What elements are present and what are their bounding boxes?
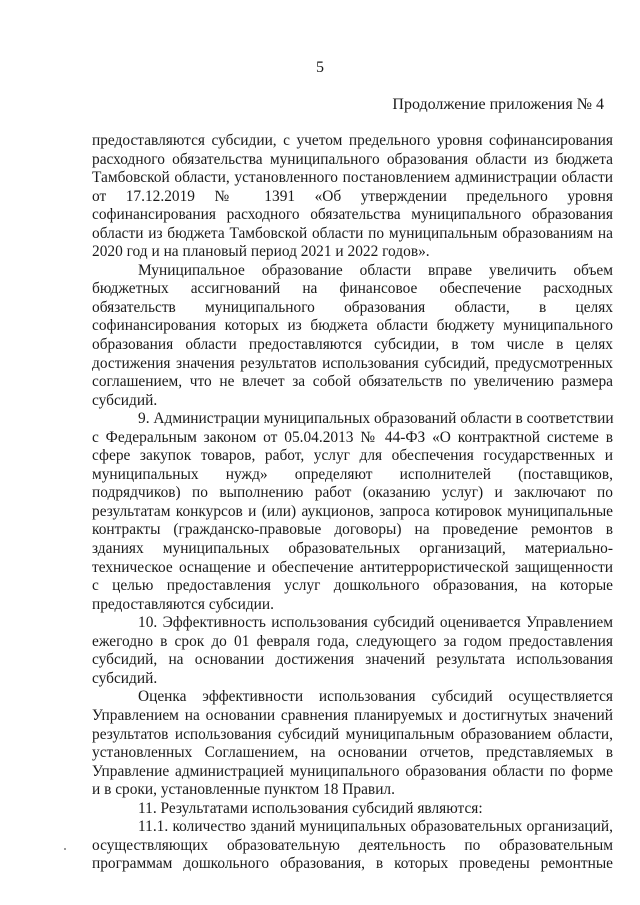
text-line: ежегодно в срок до 01 февраля года, следующего за годом предоставления bbox=[92, 632, 613, 650]
text-line: 9. Администрации муниципальных образований области в соответствии bbox=[138, 410, 614, 428]
text-line: с Федеральным законом от 05.04.2013 № 44-ФЗ «О контрактной системе в bbox=[92, 428, 613, 446]
text-line: обязательств муниципального образования области, в целях bbox=[92, 298, 613, 316]
text-line: программам дошкольного образования, в которых проведены ремонтные bbox=[92, 855, 613, 873]
text-line: образования области предоставляются субсидии, в том числе в целях bbox=[92, 336, 613, 354]
text-line: муниципальных нужд» определяют исполнителей (поставщиков, bbox=[92, 465, 613, 483]
text-line: 2020 год и на плановый период 2021 и 2022 годов». bbox=[92, 243, 430, 261]
paragraph bbox=[92, 818, 613, 874]
text-line: субсидий. bbox=[92, 669, 158, 687]
document-body bbox=[92, 132, 613, 874]
text-line: 11.1. количество зданий муниципальных образовательных организаций, bbox=[138, 818, 613, 836]
text-line: субсидий, на основании достижения значений результата использования bbox=[92, 651, 613, 669]
text-line: от 17.12.2019 № 1391 «Об утверждении предельного уровня bbox=[92, 187, 613, 205]
text-line: контракты (гражданско-правовые договоры) на проведение ремонтов в bbox=[92, 521, 613, 539]
paragraph bbox=[92, 688, 613, 799]
text-line: бюджетных ассигнований на финансовое обеспечение расходных bbox=[92, 280, 613, 298]
paragraph bbox=[92, 614, 613, 688]
text-line: предоставляются субсидии, с учетом предельного уровня софинансирования bbox=[92, 132, 613, 149]
text-line: результатов использования субсидий муниципальным образованием области, bbox=[92, 725, 613, 743]
text-line: расходного обязательства муниципального образования области из бюджета bbox=[92, 150, 613, 168]
text-line: 11. Результатами использования субсидий являются: bbox=[138, 799, 483, 817]
text-line: Управление администрацией муниципального образования области по форме bbox=[92, 762, 613, 780]
paragraph bbox=[92, 410, 613, 614]
paragraph bbox=[92, 262, 613, 410]
text-line: и в сроки, установленные пунктом 18 Правил. bbox=[92, 781, 395, 799]
text-line: соглашением, что не влечет за собой обязательств по увеличению размера bbox=[92, 373, 613, 391]
text-line: софинансирования которых из бюджета области бюджету муниципального bbox=[92, 317, 613, 335]
text-line: софинансирования расходного обязательства муниципального образования bbox=[92, 206, 613, 224]
scan-artifact-dot bbox=[64, 848, 66, 850]
paragraph bbox=[92, 800, 613, 819]
text-line: установленных Соглашением, на основании отчетов, представляемых в bbox=[92, 744, 613, 762]
text-line: достижения значения результатов использования субсидий, предусмотренных bbox=[92, 354, 613, 372]
text-line: Муниципальное образование области вправе увеличить объем bbox=[138, 261, 613, 279]
text-line: техническое оснащение и обеспечение антитеррористической защищенности bbox=[92, 558, 613, 576]
appendix-note: Продолжение приложения № 4 bbox=[392, 96, 604, 113]
text-line: Управлением на основании сравнения планируемых и достигнутых значений bbox=[92, 706, 613, 724]
text-line: субсидий. bbox=[92, 391, 158, 409]
text-line: Тамбовской области, установленного постановлением администрации области bbox=[92, 169, 613, 187]
text-line: подрядчиков) по выполнению работ (оказанию услуг) и заключают по bbox=[92, 484, 613, 502]
text-line: сфере закупок товаров, работ, услуг для обеспечения государственных и bbox=[92, 447, 613, 465]
text-line: области из бюджета Тамбовской области по муниципальным образованиям на bbox=[92, 224, 613, 242]
page-number: 5 bbox=[316, 59, 324, 76]
text-line: результатам конкурсов и (или) аукционов, запроса котировок муниципальные bbox=[92, 502, 613, 520]
text-line: предоставляются субсидии. bbox=[92, 595, 275, 613]
text-line: Оценка эффективности использования субсидий осуществляется bbox=[138, 688, 613, 706]
text-line: осуществляющих образовательную деятельность по образовательным bbox=[92, 836, 613, 854]
text-line: 10. Эффективность использования субсидий оценивается Управлением bbox=[138, 614, 613, 632]
text-line: с целью предоставления услуг дошкольного образования, на которые bbox=[92, 577, 613, 595]
text-line: зданиях муниципальных образовательных организаций, материально- bbox=[92, 540, 613, 558]
paragraph bbox=[92, 132, 613, 262]
